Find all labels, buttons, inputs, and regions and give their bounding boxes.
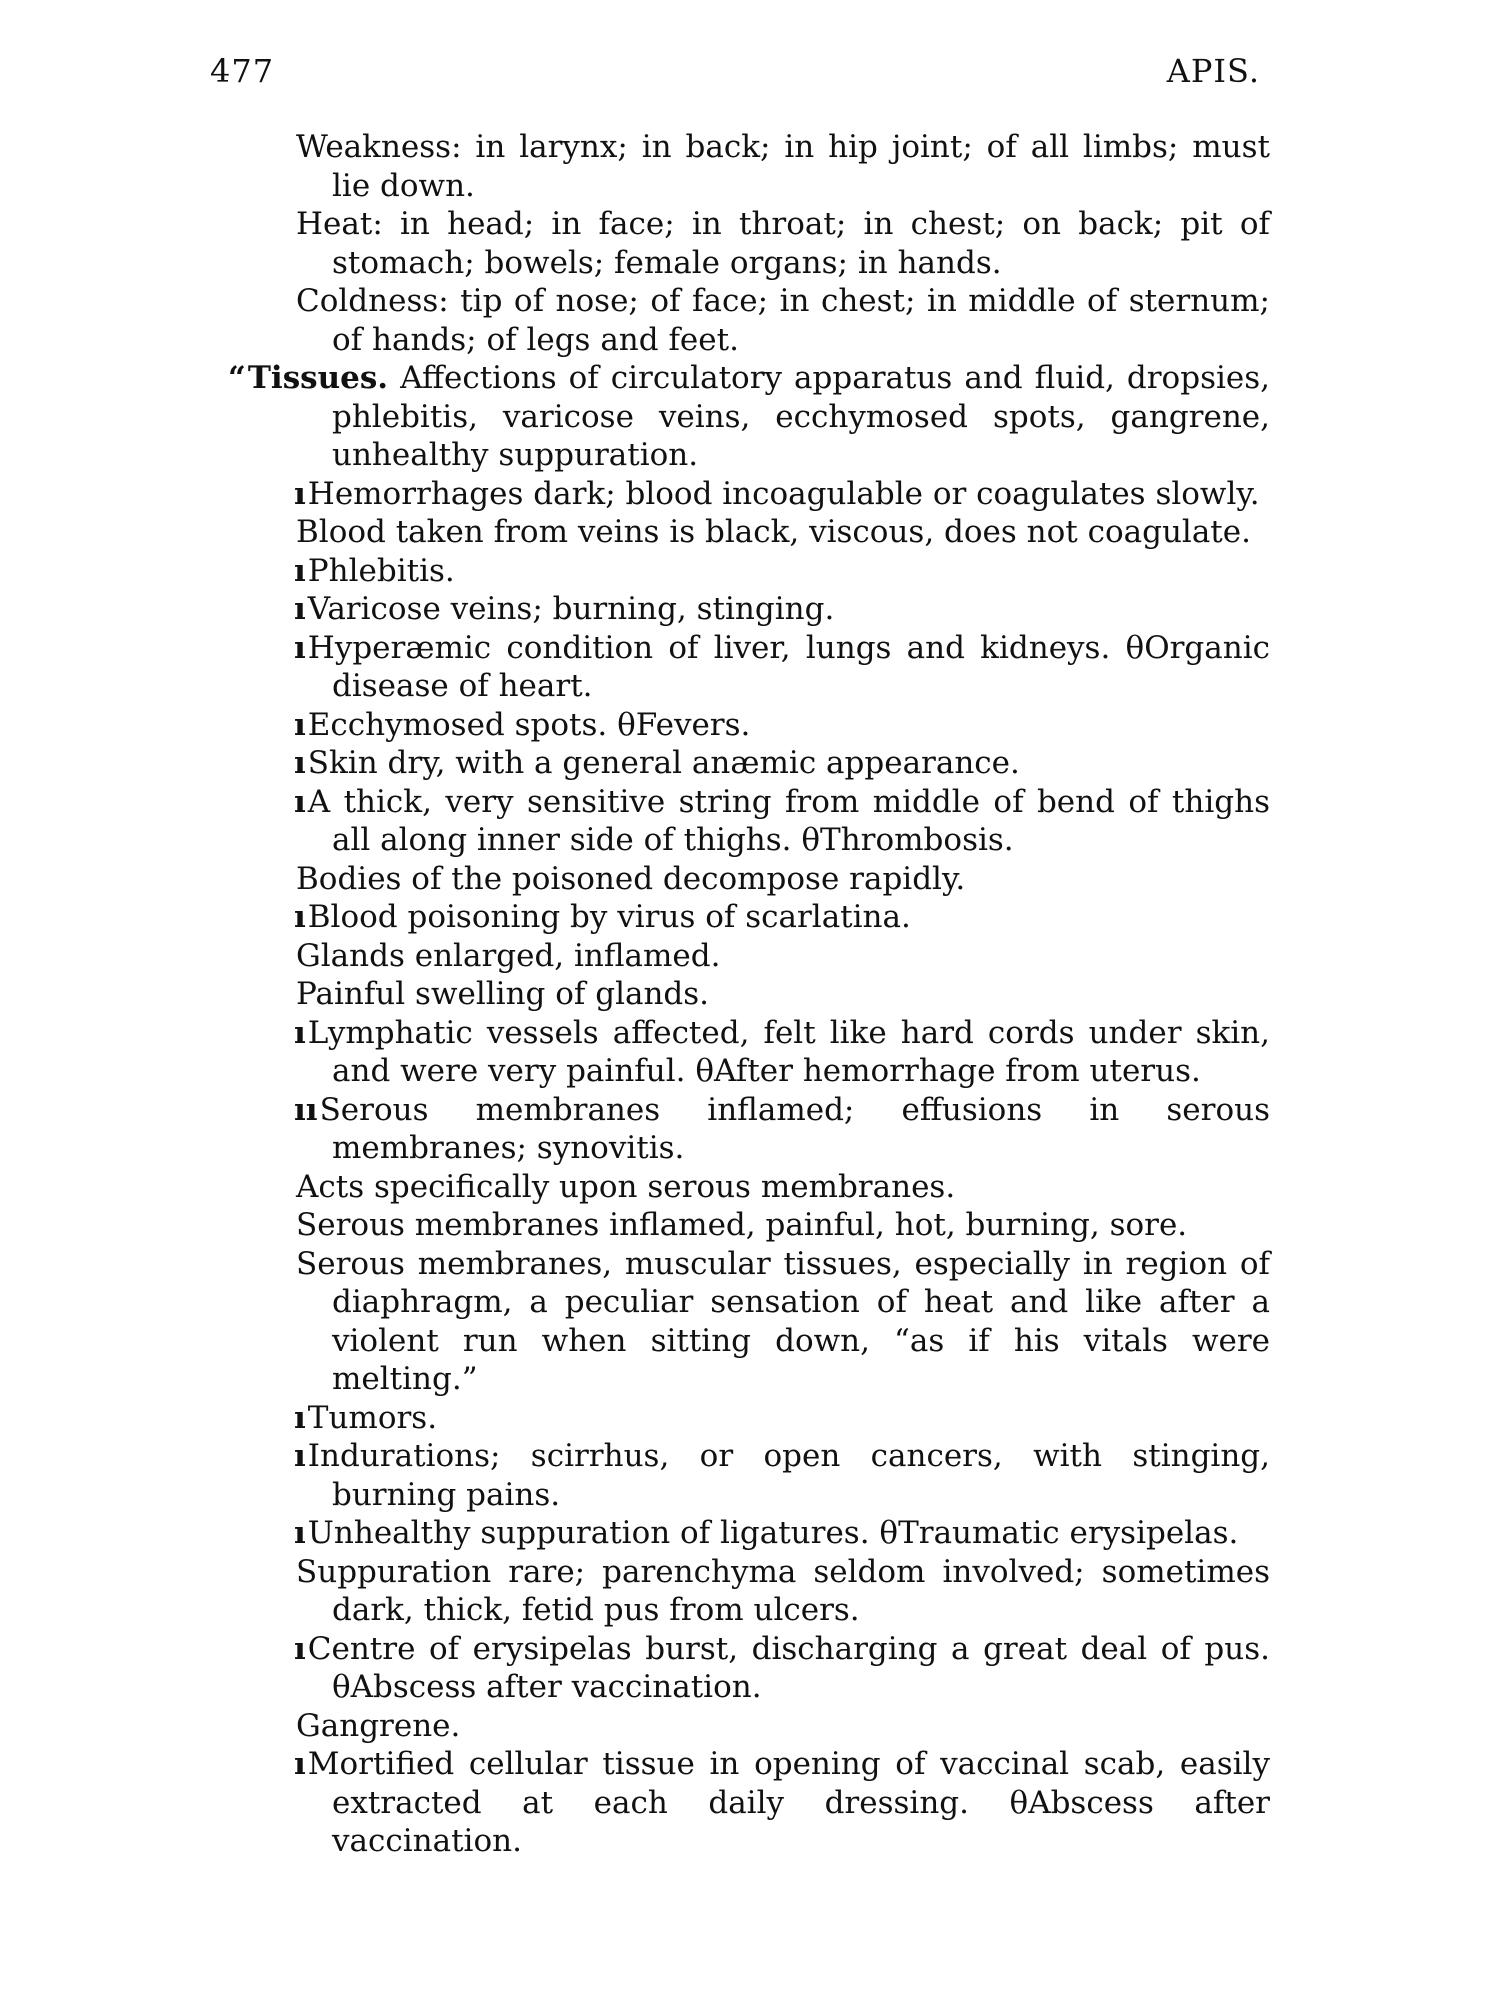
- entry-text: Weakness: in larynx; in back; in hip joint; of all limbs; must lie down.: [296, 129, 1270, 204]
- grade-mark: ı: [294, 475, 306, 512]
- symptom-entry: [294, 205, 1270, 282]
- entry-text: Phlebitis.: [307, 552, 455, 589]
- symptom-entry: [294, 1091, 1270, 1168]
- symptom-entry: [294, 744, 1270, 783]
- entry-text: Painful swelling of glands.: [296, 976, 710, 1012]
- entry-text: Affections of circulatory apparatus and fluid, dropsies, phlebitis, varicose veins, ecchymosed spots, gangrene, unhealthy suppuration.: [332, 360, 1270, 473]
- grade-mark: ı: [294, 1399, 306, 1436]
- symptom-entry: [294, 629, 1270, 706]
- symptom-entry: [294, 1553, 1270, 1630]
- grade-mark: ı: [294, 745, 306, 781]
- symptom-entry: [294, 552, 1270, 591]
- grade-mark: ı: [294, 629, 306, 666]
- entry-text: Bodies of the poisoned decompose rapidly.: [296, 860, 966, 897]
- grade-mark: ıı: [294, 1091, 318, 1128]
- entry-text: Heat: in head; in face; in throat; in chest; on back; pit of stomach; bowels; female organs; in hands.: [296, 206, 1270, 281]
- symptom-entry: [294, 975, 1270, 1014]
- symptom-entry: [294, 513, 1270, 552]
- entry-text: Blood taken from veins is black, viscous, does not coagulate.: [296, 514, 1251, 550]
- entry-text: Indurations; scirrhus, or open cancers, with stinging, burning pains.: [307, 1438, 1270, 1513]
- symptom-entries: [210, 128, 1270, 1861]
- symptom-entry: [294, 282, 1270, 359]
- symptom-entry: [294, 1630, 1270, 1707]
- symptom-entry: [294, 783, 1270, 860]
- grade-mark: ı: [294, 591, 306, 627]
- entry-text: Blood poisoning by virus of scarlatina.: [307, 899, 911, 935]
- entry-text: Mortified cellular tissue in opening of vaccinal scab, easily extracted at each daily dressing. θAbscess after vaccination.: [307, 1746, 1270, 1859]
- grade-mark: ı: [294, 783, 306, 820]
- grade-mark: ı: [294, 1438, 306, 1474]
- symptom-entry: [294, 128, 1270, 205]
- entry-text: A thick, very sensitive string from middle of bend of thighs all along inner side of thighs. θThrombosis.: [307, 783, 1270, 858]
- running-title: APIS.: [1166, 52, 1260, 90]
- entry-text: Serous membranes inflamed, painful, hot, burning, sore.: [296, 1207, 1188, 1243]
- symptom-entry: [294, 898, 1270, 937]
- symptom-entry: [294, 1245, 1270, 1399]
- entry-text: Skin dry, with a general anæmic appearance.: [307, 745, 1020, 781]
- symptom-entry: [294, 475, 1270, 514]
- grade-mark: ı: [294, 1630, 306, 1667]
- grade-mark: ı: [294, 706, 306, 743]
- entry-text: Hyperæmic condition of liver, lungs and kidneys. θOrganic disease of heart.: [307, 629, 1270, 704]
- symptom-entry: [294, 1014, 1270, 1091]
- entry-text: Tumors.: [307, 1399, 438, 1436]
- grade-mark: ı: [294, 552, 306, 589]
- entry-text: Serous membranes, muscular tissues, especially in region of diaphragm, a peculiar sensation of heat and like after a violent run when sitting down, “as if his vitals were melting.”: [296, 1245, 1270, 1397]
- entry-text: Glands enlarged, inflamed.: [296, 937, 721, 974]
- symptom-entry: [294, 1399, 1270, 1438]
- entry-text: Serous membranes inflamed; effusions in serous membranes; synovitis.: [319, 1091, 1270, 1166]
- page-number: 477: [210, 52, 275, 90]
- entry-text: Coldness: tip of nose; of face; in chest; in middle of sternum; of hands; of legs and feet.: [296, 283, 1270, 358]
- entry-text: Ecchymosed spots. θFevers.: [307, 706, 751, 743]
- grade-mark: ı: [294, 899, 306, 935]
- symptom-entry: [294, 860, 1270, 899]
- symptom-entry: [294, 1745, 1270, 1861]
- symptom-entry: [294, 1514, 1270, 1553]
- entry-text: Suppuration rare; parenchyma seldom involved; sometimes dark, thick, fetid pus from ulcers.: [296, 1553, 1270, 1628]
- entry-text: Gangrene.: [296, 1707, 461, 1744]
- entry-text: Lymphatic vessels affected, felt like hard cords under skin, and were very painful. θAfter hemorrhage from uterus.: [307, 1014, 1270, 1089]
- entry-text: Unhealthy suppuration of ligatures. θTraumatic erysipelas.: [307, 1515, 1239, 1551]
- symptom-entry: [294, 1437, 1270, 1514]
- symptom-entry: [294, 1168, 1270, 1207]
- section-title: Tissues.: [247, 360, 389, 396]
- section-heading-entry: [210, 359, 1270, 475]
- running-header: [210, 52, 1260, 90]
- entry-text: Centre of erysipelas burst, discharging a great deal of pus. θAbscess after vaccination.: [307, 1630, 1270, 1705]
- grade-mark: ı: [294, 1746, 306, 1782]
- symptom-entry: [294, 706, 1270, 745]
- entry-text: Acts specifically upon serous membranes.: [296, 1168, 956, 1205]
- grade-mark: ı: [294, 1515, 306, 1551]
- grade-mark: ı: [294, 1014, 306, 1051]
- symptom-entry: [294, 1206, 1270, 1245]
- symptom-entry: [294, 1707, 1270, 1746]
- symptom-entry: [294, 937, 1270, 976]
- entry-text: Hemorrhages dark; blood incoagulable or coagulates slowly.: [307, 475, 1260, 512]
- grade-mark: “: [228, 360, 246, 396]
- symptom-entry: [294, 590, 1270, 629]
- entry-text: Varicose veins; burning, stinging.: [307, 591, 835, 627]
